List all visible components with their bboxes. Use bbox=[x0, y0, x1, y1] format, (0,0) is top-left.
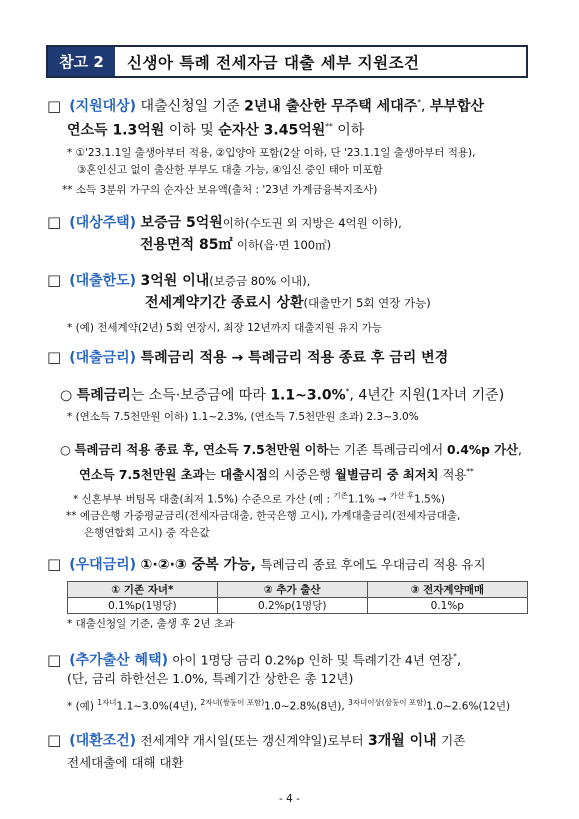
text: 연소득 7.5천만원 이하 bbox=[203, 443, 329, 457]
text: 이하(읍·면 100㎡) bbox=[236, 238, 332, 252]
checkbox-icon: □ bbox=[47, 348, 62, 366]
note: * (연소득 7.5천만원 이하) 1.1~2.3%, (연소득 7.5천만원 초과) 2.3~3.0% bbox=[67, 411, 419, 423]
text: 특례금리 bbox=[76, 387, 131, 404]
circle-bullet-icon: ○ bbox=[60, 443, 75, 457]
section-support-target: □ (지원대상) 대출신청일 기준 2년내 출산한 무주택 세대주*, 부부합산 bbox=[47, 96, 485, 115]
note: ** 예금은행 가중평균금리(전세자금대출, 한국은행 고시), 가계대출금리(전세자금대출, bbox=[66, 510, 461, 522]
checkbox-icon: □ bbox=[47, 96, 62, 115]
text: 는 bbox=[204, 468, 217, 483]
title-box bbox=[46, 45, 528, 78]
section-target-house bbox=[47, 213, 402, 232]
text: 전세계약 개시일(또는 갱신계약일)로부터 bbox=[140, 733, 364, 748]
page-number: - 4 - bbox=[279, 793, 300, 805]
text: 가산 후 bbox=[390, 491, 415, 500]
circle-bullet-icon: ○ bbox=[60, 387, 77, 404]
note: * 대출신청일 기준, 출생 후 2년 초과 bbox=[67, 618, 235, 630]
text: 이하 bbox=[337, 122, 365, 139]
text: ①·②·③ 중복 가능, bbox=[140, 557, 256, 573]
section-additional-birth-line2: (단, 금리 하한선은 1.0%, 특례기간 상한은 총 12년) bbox=[67, 671, 354, 686]
section-label: (대상주택) bbox=[69, 215, 137, 231]
section-preferential-rate bbox=[47, 555, 486, 574]
bullet-after-special-rate-line2: 연소득 7.5천만원 초과는 대출시점의 시중은행 월별금리 중 최저치 적용** bbox=[79, 467, 474, 483]
table-cell: 0.1%p bbox=[367, 598, 527, 614]
text: 대출신청일 기준 bbox=[140, 98, 240, 115]
section-loan-limit-line2 bbox=[145, 294, 431, 312]
text: 부부합산 bbox=[429, 98, 485, 115]
note bbox=[67, 697, 510, 714]
table-cell: 0.1%p(1명당) bbox=[68, 598, 218, 614]
text: 1.5%) bbox=[414, 493, 445, 506]
section-label: (대출금리) bbox=[69, 350, 137, 366]
text: 기존 bbox=[441, 733, 466, 748]
text: 는 기존 특례금리에서 bbox=[328, 443, 444, 457]
text: 의 시중은행 bbox=[267, 468, 332, 483]
text: 2년내 출산한 무주택 세대주 bbox=[244, 98, 418, 115]
section-label: (지원대상) bbox=[69, 98, 137, 115]
section-refinance-line2: 전세대출에 대해 대환 bbox=[67, 755, 184, 770]
text: 전세계약기간 종료시 상환 bbox=[145, 295, 304, 311]
page-title: 신생아 특례 전세자금 대출 세부 지원조건 bbox=[127, 53, 420, 72]
section-label: (대환조건) bbox=[69, 733, 137, 749]
text: 는 소득·보증금에 따라 bbox=[130, 387, 266, 404]
text: 연소득 7.5천만원 초과 bbox=[79, 468, 205, 483]
section-refinance bbox=[47, 731, 465, 750]
text: 3억원 이내 bbox=[140, 273, 210, 289]
text: 0.4%p 가산 bbox=[447, 443, 518, 457]
text: 2자녀(쌍둥이 포함) bbox=[200, 698, 265, 707]
note: 은행연합회 고시) 중 작은값 bbox=[84, 527, 210, 539]
text: 1자녀 bbox=[97, 698, 117, 707]
text: 3자녀이상(삼둥이 포함) bbox=[348, 698, 427, 707]
section-loan-limit bbox=[47, 271, 310, 290]
checkbox-icon: □ bbox=[47, 731, 62, 749]
section-target-house-line2 bbox=[140, 236, 331, 254]
table-header: ③ 전자계약매매 bbox=[367, 582, 527, 598]
preferential-rate-table bbox=[67, 581, 528, 614]
section-loan-rate bbox=[47, 348, 448, 367]
text: 연소득 1.3억원 bbox=[67, 122, 165, 139]
bullet-after-special-rate: ○ 특례금리 적용 종료 후, 연소득 7.5천만원 이하는 기존 특례금리에서 0.4%p 가산, bbox=[60, 443, 522, 457]
text: 이하 및 bbox=[168, 122, 214, 139]
note bbox=[73, 490, 445, 507]
table-cell: 0.2%p(1명당) bbox=[217, 598, 367, 614]
text: * (예) bbox=[67, 700, 94, 713]
text: 보증금 5억원 bbox=[140, 215, 223, 231]
text: 적용 bbox=[442, 468, 467, 483]
note: * ①'23.1.1일 출생아부터 적용, ②입양아 포함(2살 이하, 단 '23.1.1일 출생아부터 적용), bbox=[67, 147, 476, 159]
text: 특례금리 적용 종료 후, bbox=[74, 443, 200, 457]
reference-tag: 참고 2 bbox=[48, 47, 115, 76]
text: , 4년간 지원(1자녀 기준) bbox=[349, 387, 505, 404]
text: 특례금리 종료 후에도 우대금리 적용 유지 bbox=[260, 557, 486, 572]
text: 이하(수도권 외 지방은 4억원 이하), bbox=[222, 216, 402, 230]
text: 기존 bbox=[333, 491, 348, 500]
text: 1.1% → bbox=[347, 493, 387, 506]
text: 전용면적 85㎡ bbox=[140, 237, 233, 253]
text: 대출시점 bbox=[220, 468, 268, 483]
section-additional-birth: □ (추가출산 혜택) 아이 1명당 금리 0.2%p 인하 및 특례기간 4년 연장*, bbox=[47, 650, 462, 669]
section-label: (대출한도) bbox=[69, 273, 137, 289]
checkbox-icon: □ bbox=[47, 650, 62, 669]
text: (보증금 80% 이내), bbox=[209, 274, 311, 288]
text: 월별금리 중 최저치 bbox=[334, 468, 439, 483]
note: ③혼인신고 없이 출산한 부부도 대출 가능, ④임신 중인 태아 미포함 bbox=[77, 164, 383, 176]
checkbox-icon: □ bbox=[47, 213, 62, 231]
text: 1.1~3.0% bbox=[270, 387, 346, 404]
text: 아이 1명당 금리 0.2%p 인하 및 특례기간 4년 연장 bbox=[172, 652, 454, 668]
text: * 신혼부부 버팀목 대출(최저 1.5%) 수준으로 가산 (예 : bbox=[73, 493, 334, 506]
text: 1.0~2.8%(8년), bbox=[264, 700, 345, 713]
table-header: ② 추가 출산 bbox=[217, 582, 367, 598]
bullet-special-rate: ○ 특례금리는 소득·보증금에 따라 1.1~3.0%*, 4년간 지원(1자녀 기준) bbox=[60, 387, 505, 404]
text: 1.0~2.6%(12년) bbox=[426, 700, 511, 713]
note: * (예) 전세계약(2년) 5회 연장시, 최장 12년까지 대출지원 유지 가능 bbox=[67, 322, 383, 334]
text: 3개월 이내 bbox=[367, 733, 437, 749]
text: , bbox=[421, 98, 426, 115]
section-support-target-line2: 연소득 1.3억원 이하 및 순자산 3.45억원** 이하 bbox=[67, 122, 365, 139]
table-header: ① 기존 자녀* bbox=[68, 582, 218, 598]
section-label: (추가출산 혜택) bbox=[69, 652, 169, 669]
text: 순자산 3.45억원 bbox=[218, 122, 326, 139]
text: 특례금리 적용 → 특례금리 적용 종료 후 금리 변경 bbox=[140, 350, 449, 366]
checkbox-icon: □ bbox=[47, 555, 62, 573]
checkbox-icon: □ bbox=[47, 271, 62, 289]
section-label: (우대금리) bbox=[69, 557, 137, 573]
text: 1.1~3.0%(4년), bbox=[116, 700, 198, 713]
text: (대출만기 5회 연장 가능) bbox=[303, 296, 431, 310]
note: ** 소득 3분위 가구의 순자산 보유액(출처 : '23년 가계금융복지조사) bbox=[62, 184, 378, 196]
